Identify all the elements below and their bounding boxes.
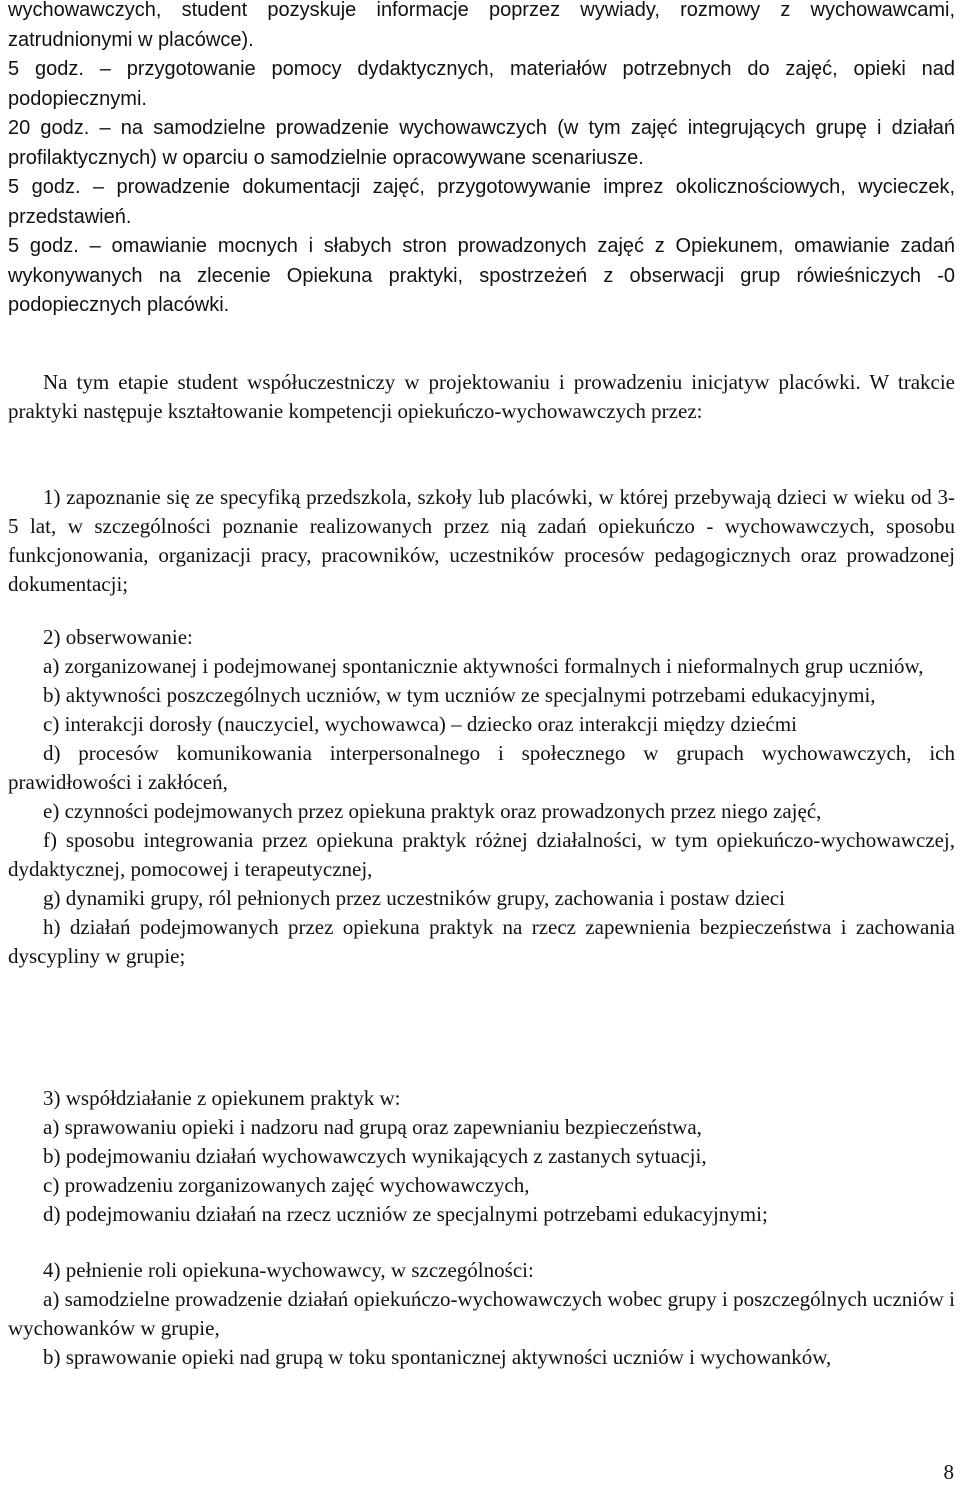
section-4 (8, 1256, 955, 1372)
section-4-item: a) samodzielne prowadzenie działań opiekuńczo-wychowawczych wobec grupy i poszczególnych uczniów i wychowanków w grupie, (8, 1287, 955, 1340)
section-3-heading: 3) współdziałanie z opiekunem praktyk w: (43, 1086, 401, 1110)
section-2-heading: 2) obserwowanie: (43, 625, 193, 649)
section-2-item: e) czynności podejmowanych przez opiekuna praktyk oraz prowadzonych przez niego zajęć, (43, 799, 822, 823)
stage-paragraph: Na tym etapie student współuczestniczy w projektowaniu i prowadzeniu inicjatyw placówki. W trakcie praktyki następuje kształtowanie kompetencji opiekuńczo-wychowawczych przez: (8, 370, 955, 423)
section-2-item: a) zorganizowanej i podejmowanej spontanicznie aktywności formalnych i nieformalnych grup uczniów, (43, 654, 924, 678)
page-number: 8 (943, 1460, 954, 1484)
intro-paragraph: 5 godz. – omawianie mocnych i słabych stron prowadzonych zajęć z Opiekunem, omawianie zadań wykonywanych na zlecenie Opiekuna praktyki, spostrzeżeń z obserwacji grup rówieśniczych -0 podopiecznych placówki. (8, 235, 955, 316)
section-2-item: h) działań podejmowanych przez opiekuna praktyk na rzecz zapewnienia bezpieczeństwa i zachowania dyscypliny w grupie; (8, 915, 955, 968)
section-4-item: b) sprawowanie opieki nad grupą w toku spontanicznej aktywności uczniów i wychowanków, (43, 1345, 832, 1369)
stage-paragraph-block (8, 368, 955, 426)
section-2-item: g) dynamiki grupy, ról pełnionych przez uczestników grupy, zachowania i postaw dzieci (43, 886, 785, 910)
section-2 (8, 623, 955, 971)
section-2-item: f) sposobu integrowania przez opiekuna praktyk różnej działalności, w tym opiekuńczo-wychowawczej, dydaktycznej, pomocowej i terapeutycznej, (8, 828, 955, 881)
intro-paragraph: 5 godz. – przygotowanie pomocy dydaktycznych, materiałów potrzebnych do zajęć, opieki nad podopiecznymi. (8, 58, 955, 110)
intro-paragraph: 5 godz. – prowadzenie dokumentacji zajęć, przygotowywanie imprez okolicznościowych, wycieczek, przedstawień. (8, 176, 955, 228)
section-2-item: b) aktywności poszczególnych uczniów, w tym uczniów ze specjalnymi potrzebami edukacyjnymi, (43, 683, 876, 707)
section-4-heading: 4) pełnienie roli opiekuna-wychowawcy, w szczególności: (43, 1258, 534, 1282)
intro-paragraph: wychowawczych, student pozyskuje informacje poprzez wywiady, rozmowy z wychowawcami, zatrudnionymi w placówce). (8, 0, 955, 51)
section-3-item: b) podejmowaniu działań wychowawczych wynikających z zastanych sytuacji, (43, 1144, 707, 1168)
section-2-item: d) procesów komunikowania interpersonalnego i społecznego w grupach wychowawczych, ich prawidłowości i zakłóceń, (8, 741, 955, 794)
section-3-item: c) prowadzeniu zorganizowanych zajęć wychowawczych, (43, 1173, 530, 1197)
section-1-text: 1) zapoznanie się ze specyfiką przedszkola, szkoły lub placówki, w której przebywają dzieci w wieku od 3-5 lat, w szczególności poznanie realizowanych przez nią zadań opiekuńczo - wychowawczych, sposobu funkcjonowania, organizacji pracy, pracowników, uczestników procesów pedagogicznych oraz prowadzonej dokumentacji; (8, 485, 955, 596)
section-1 (8, 483, 955, 599)
intro-paragraph: 20 godz. – na samodzielne prowadzenie wychowawczych (w tym zajęć integrujących grupę i działań profilaktycznych) w oparciu o samodzielnie opracowywane scenariusze. (8, 117, 955, 169)
section-3-item: d) podejmowaniu działań na rzecz uczniów ze specjalnymi potrzebami edukacyjnymi; (43, 1202, 768, 1226)
section-3-item: a) sprawowaniu opieki i nadzoru nad grupą oraz zapewnianiu bezpieczeństwa, (43, 1115, 702, 1139)
intro-block (8, 0, 955, 321)
section-2-item: c) interakcji dorosły (nauczyciel, wychowawca) – dziecko oraz interakcji między dziećmi (43, 712, 797, 736)
section-3 (8, 1084, 955, 1229)
